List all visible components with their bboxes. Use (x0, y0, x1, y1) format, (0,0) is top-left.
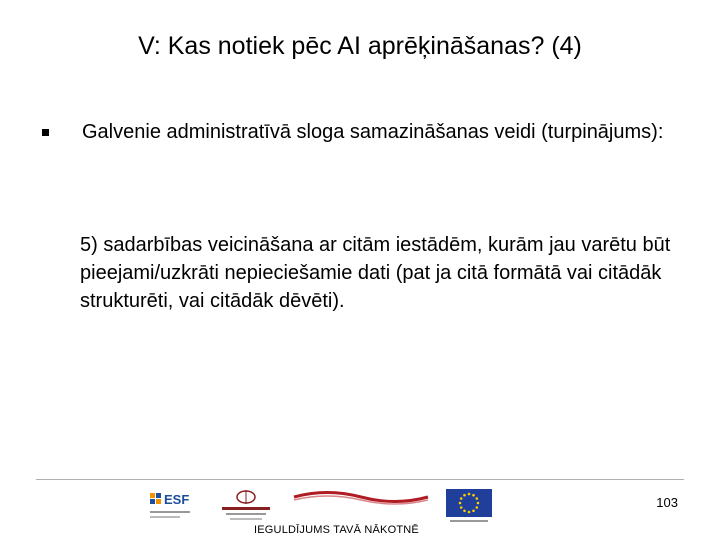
slide-title: V: Kas notiek pēc AI aprēķināšanas? (4) (138, 32, 582, 60)
esf-logo-text: ESF (164, 492, 190, 507)
footer-slogan: IEGULDĪJUMS TAVĀ NĀKOTNĒ (254, 524, 419, 536)
esf-logo (148, 489, 204, 525)
eu-flag-logo (446, 487, 492, 525)
bullet-item (42, 118, 692, 146)
body-paragraph: 5) sadarbības veicināšana ar citām iestādēm, kurām jau varētu būt pieejami/uzkrāti nepieciešamie dati (pat ja citā formātā vai citādāk strukturēti, vai citādāk dēvēti). (80, 234, 671, 312)
square-bullet-icon (42, 129, 49, 136)
bullet-text: Galvenie administratīvā sloga samazināšanas veidi (turpinājums): (82, 121, 664, 143)
ministry-logo (212, 487, 280, 525)
page-number: 103 (656, 495, 678, 510)
fund-logo (292, 488, 430, 506)
footer-divider (36, 479, 684, 480)
